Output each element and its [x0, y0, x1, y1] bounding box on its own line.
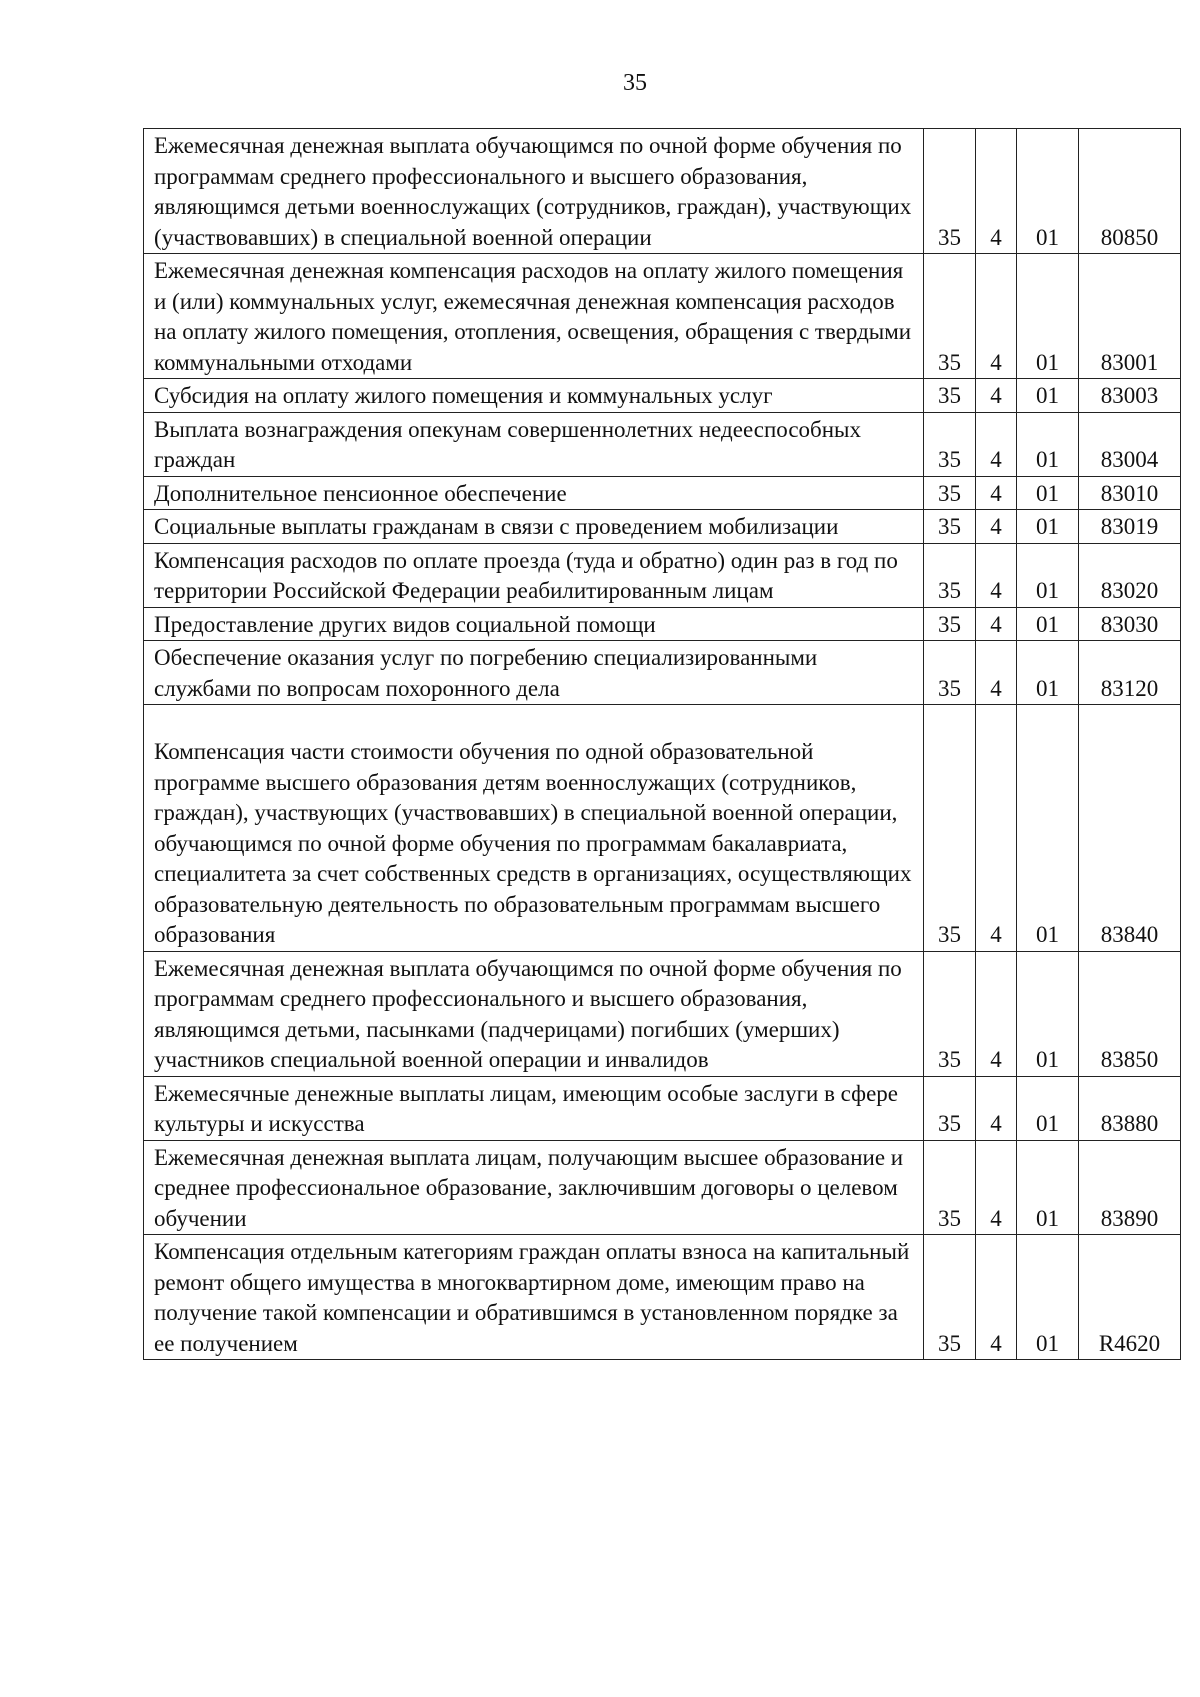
code-section: 4: [976, 1140, 1017, 1235]
code-section: 4: [976, 129, 1017, 254]
code-direction: 80850: [1079, 129, 1181, 254]
code-direction: R4620: [1079, 1235, 1181, 1360]
table-row: [144, 641, 1181, 705]
code-direction: 83003: [1079, 379, 1181, 413]
code-ministry: 35: [924, 379, 976, 413]
code-direction: 83030: [1079, 607, 1181, 641]
row-description: [144, 705, 924, 952]
row-description: Дополнительное пенсионное обеспечение: [144, 476, 924, 510]
code-subprogram: 01: [1017, 543, 1079, 607]
code-direction: 83890: [1079, 1140, 1181, 1235]
row-description: Ежемесячная денежная выплата обучающимся по очной форме обучения по программам среднего профессионального и высшего образования, являющимся детьми, пасынками (падчерицами) погибших (умерших) участников специальной военной операции и инвалидов: [144, 951, 924, 1076]
code-ministry: 35: [924, 254, 976, 379]
row-description: Ежемесячная денежная компенсация расходов на оплату жилого помещения и (или) коммунальных услуг, ежемесячная денежная компенсация расходов на оплату жилого помещения, отопления, освещения, обращения с твердыми коммунальными отходами: [144, 254, 924, 379]
row-description: Социальные выплаты гражданам в связи с проведением мобилизации: [144, 510, 924, 544]
code-direction: 83004: [1079, 412, 1181, 476]
row-description: Ежемесячная денежная выплата лицам, получающим высшее образование и среднее профессиональное образование, заключившим договоры о целевом обучении: [144, 1140, 924, 1235]
table-row: [144, 129, 1181, 254]
table-row: [144, 510, 1181, 544]
code-ministry: 35: [924, 129, 976, 254]
code-section: 4: [976, 412, 1017, 476]
code-direction: 83120: [1079, 641, 1181, 705]
row-description: Выплата вознаграждения опекунам совершеннолетних недееспособных граждан: [144, 412, 924, 476]
code-direction: 83019: [1079, 510, 1181, 544]
code-subprogram: 01: [1017, 1140, 1079, 1235]
code-direction: 83020: [1079, 543, 1181, 607]
code-subprogram: 01: [1017, 951, 1079, 1076]
code-subprogram: 01: [1017, 510, 1079, 544]
code-subprogram: 01: [1017, 1076, 1079, 1140]
code-ministry: 35: [924, 476, 976, 510]
code-direction: 83010: [1079, 476, 1181, 510]
code-section: 4: [976, 705, 1017, 952]
code-direction: 83850: [1079, 951, 1181, 1076]
code-subprogram: 01: [1017, 1235, 1079, 1360]
row-description: Компенсация отдельным категориям граждан оплаты взноса на капитальный ремонт общего имущества в многоквартирном доме, имеющим право на получение такой компенсации и обратившимся в установленном порядке за ее получением: [144, 1235, 924, 1360]
code-direction: 83880: [1079, 1076, 1181, 1140]
code-subprogram: 01: [1017, 476, 1079, 510]
table-row: [144, 1076, 1181, 1140]
table-row: [144, 412, 1181, 476]
code-ministry: 35: [924, 607, 976, 641]
code-section: 4: [976, 641, 1017, 705]
code-subprogram: 01: [1017, 379, 1079, 413]
code-ministry: 35: [924, 1140, 976, 1235]
top-blank-line: [154, 707, 917, 737]
row-description: Компенсация расходов по оплате проезда (туда и обратно) один раз в год по территории Российской Федерации реабилитированным лицам: [144, 543, 924, 607]
table-row: [144, 254, 1181, 379]
table-row: [144, 379, 1181, 413]
code-ministry: 35: [924, 705, 976, 952]
code-ministry: 35: [924, 951, 976, 1076]
code-section: 4: [976, 379, 1017, 413]
code-section: 4: [976, 543, 1017, 607]
code-section: 4: [976, 510, 1017, 544]
code-section: 4: [976, 1235, 1017, 1360]
row-description: Ежемесячная денежная выплата обучающимся по очной форме обучения по программам среднего профессионального и высшего образования, являющимся детьми военнослужащих (сотрудников, граждан), участвующих (участвовавших) в специальной военной операции: [144, 129, 924, 254]
page-number: 35: [623, 70, 647, 96]
code-subprogram: 01: [1017, 641, 1079, 705]
row-description: Обеспечение оказания услуг по погребению специализированными службами по вопросам похоронного дела: [144, 641, 924, 705]
code-ministry: 35: [924, 412, 976, 476]
code-ministry: 35: [924, 510, 976, 544]
row-description-text: Компенсация части стоимости обучения по одной образовательной программе высшего образования детям военнослужащих (сотрудников, граждан), участвующих (участвовавших) в специальной военной операции, обучающимся по очной форме обучения по программам бакалавриата, специалитета за счет собственных средств в организациях, осуществляющих образовательную деятельность по образовательным программам высшего образования: [154, 739, 912, 947]
code-section: 4: [976, 254, 1017, 379]
table-row: [144, 705, 1181, 952]
code-subprogram: 01: [1017, 129, 1079, 254]
table-body: [144, 129, 1181, 1360]
code-subprogram: 01: [1017, 705, 1079, 952]
row-description: Предоставление других видов социальной помощи: [144, 607, 924, 641]
code-direction: 83840: [1079, 705, 1181, 952]
code-direction: 83001: [1079, 254, 1181, 379]
code-section: 4: [976, 1076, 1017, 1140]
code-subprogram: 01: [1017, 412, 1079, 476]
budget-classification-table: [143, 128, 1181, 1360]
code-section: 4: [976, 951, 1017, 1076]
code-ministry: 35: [924, 1235, 976, 1360]
row-description: Ежемесячные денежные выплаты лицам, имеющим особые заслуги в сфере культуры и искусства: [144, 1076, 924, 1140]
row-description: Субсидия на оплату жилого помещения и коммунальных услуг: [144, 379, 924, 413]
table-row: [144, 951, 1181, 1076]
code-subprogram: 01: [1017, 254, 1079, 379]
table-row: [144, 607, 1181, 641]
code-ministry: 35: [924, 641, 976, 705]
code-subprogram: 01: [1017, 607, 1079, 641]
code-ministry: 35: [924, 543, 976, 607]
code-section: 4: [976, 607, 1017, 641]
code-ministry: 35: [924, 1076, 976, 1140]
code-section: 4: [976, 476, 1017, 510]
table-row: [144, 476, 1181, 510]
table-row: [144, 1140, 1181, 1235]
table-row: [144, 1235, 1181, 1360]
table-row: [144, 543, 1181, 607]
